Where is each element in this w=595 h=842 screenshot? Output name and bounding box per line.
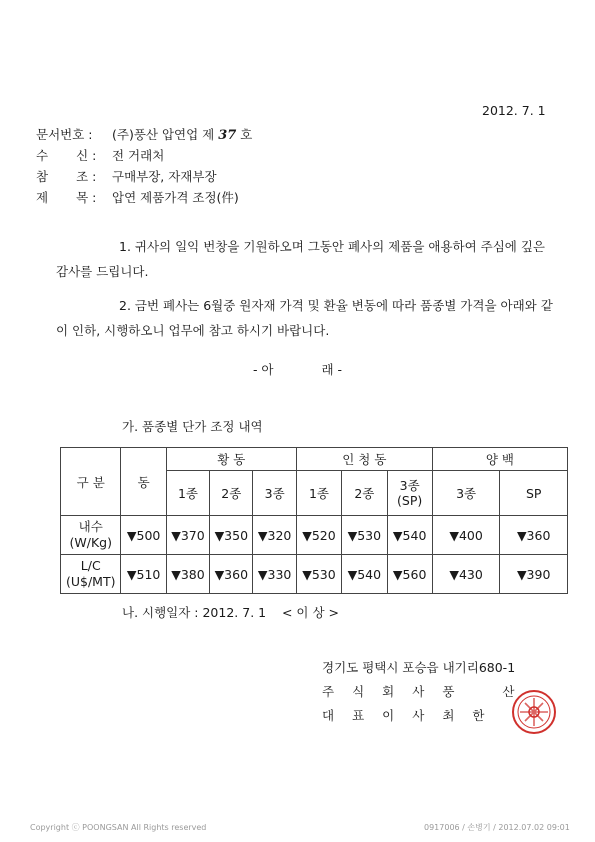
price-cell: ▼530 bbox=[342, 516, 387, 555]
price-cell: ▼560 bbox=[387, 555, 432, 594]
price-cell: ▼520 bbox=[296, 516, 341, 555]
subject-label: 제 목 : bbox=[36, 190, 97, 205]
footer-print-info: 0917006 / 손병기 / 2012.07.02 09:01 bbox=[424, 823, 570, 832]
footer-copyright: Copyright ⓒ POONGSAN All Rights reserved bbox=[30, 823, 207, 832]
price-cell: ▼510 bbox=[121, 555, 166, 594]
company-seal-stamp bbox=[511, 689, 557, 735]
subject-value: 압연 제품가격 조정(件) bbox=[112, 190, 239, 205]
row-label-unit: (W/Kg) bbox=[69, 535, 112, 550]
sub-header: 3종 bbox=[253, 471, 296, 516]
header-brass: 황 동 bbox=[166, 448, 296, 471]
document-date: 2012. 7. 1 bbox=[482, 103, 546, 118]
recipient-label: 수 신 : bbox=[36, 148, 97, 163]
company-char: 산 bbox=[502, 684, 515, 699]
section-b-effective-date: 나. 시행일자 : 2012. 7. 1 < 이 상 > bbox=[122, 605, 340, 620]
ceo-char: 최 bbox=[442, 708, 455, 723]
row-label-main: 내수 bbox=[78, 519, 103, 534]
ceo-char: 표 bbox=[352, 708, 365, 723]
price-cell: ▼390 bbox=[500, 555, 568, 594]
price-cell: ▼330 bbox=[253, 555, 296, 594]
price-cell: ▼400 bbox=[432, 516, 500, 555]
header-phosphor-bronze: 인 청 동 bbox=[296, 448, 432, 471]
doc-number-line bbox=[36, 125, 252, 143]
row-label-domestic bbox=[61, 516, 121, 555]
company-char: 식 bbox=[352, 684, 365, 699]
company-char: 주 bbox=[322, 684, 335, 699]
header-gubun: 구 분 bbox=[61, 448, 121, 516]
price-cell: ▼530 bbox=[296, 555, 341, 594]
row-label-unit: (U$/MT) bbox=[65, 574, 116, 589]
price-cell: ▼540 bbox=[387, 516, 432, 555]
row-label-lc bbox=[61, 555, 121, 594]
reference-value: 구매부장, 자재부장 bbox=[112, 169, 217, 184]
company-char: 풍 bbox=[442, 684, 455, 699]
table-row bbox=[61, 516, 568, 555]
ceo-char: 사 bbox=[412, 708, 425, 723]
company-char: 사 bbox=[412, 684, 425, 699]
ceo-char: 이 bbox=[382, 708, 395, 723]
price-cell: ▼360 bbox=[500, 516, 568, 555]
sub-header: 3종 bbox=[432, 471, 500, 516]
sub-header: SP bbox=[500, 471, 568, 516]
doc-number-label: 문서번호 : bbox=[36, 127, 93, 142]
doc-number-handwritten: 37 bbox=[218, 128, 237, 143]
sub-header: 1종 bbox=[296, 471, 341, 516]
company-address: 경기도 평택시 포승읍 내기리680-1 bbox=[322, 660, 516, 675]
price-cell: ▼540 bbox=[342, 555, 387, 594]
sub-header: 1종 bbox=[166, 471, 209, 516]
recipient-line bbox=[36, 146, 164, 164]
reference-line bbox=[36, 167, 217, 185]
price-cell: ▼360 bbox=[210, 555, 253, 594]
subject-line bbox=[36, 188, 239, 206]
recipient-value: 전 거래처 bbox=[112, 148, 165, 163]
table-row bbox=[61, 555, 568, 594]
sub-header: 2종 bbox=[210, 471, 253, 516]
price-cell: ▼350 bbox=[210, 516, 253, 555]
price-table bbox=[60, 447, 568, 594]
reference-label: 참 조 : bbox=[36, 169, 97, 184]
doc-number-suffix: 호 bbox=[240, 127, 253, 142]
section-a-title: 가. 품종별 단가 조정 내역 bbox=[122, 419, 263, 434]
below-marker: - 아 래 - bbox=[252, 362, 343, 377]
price-cell: ▼320 bbox=[253, 516, 296, 555]
company-char: 회 bbox=[382, 684, 395, 699]
sub-header: 3종 (SP) bbox=[387, 471, 432, 516]
header-copper: 동 bbox=[121, 448, 166, 516]
paragraph-1: 1. 귀사의 일익 번창을 기원하오며 그동안 폐사의 제품을 애용하여 주심에 깊은 감사를 드립니다. bbox=[56, 239, 545, 279]
sub-header: 2종 bbox=[342, 471, 387, 516]
price-cell: ▼430 bbox=[432, 555, 500, 594]
ceo-name bbox=[322, 706, 484, 724]
paragraph-2: 2. 금번 폐사는 6월중 원자재 가격 및 환율 변동에 따라 품종별 가격을 아래와 같이 인하, 시행하오니 업무에 참고 하시기 바랍니다. bbox=[56, 298, 553, 338]
price-cell: ▼370 bbox=[166, 516, 209, 555]
row-label-main: L/C bbox=[80, 558, 101, 573]
ceo-char: 대 bbox=[322, 708, 335, 723]
price-cell: ▼500 bbox=[121, 516, 166, 555]
price-cell: ▼380 bbox=[166, 555, 209, 594]
company-name bbox=[322, 682, 514, 700]
header-nickel-silver: 양 백 bbox=[432, 448, 567, 471]
doc-number-prefix: (주)풍산 압연업 제 bbox=[112, 127, 215, 142]
ceo-char: 한 bbox=[472, 708, 485, 723]
